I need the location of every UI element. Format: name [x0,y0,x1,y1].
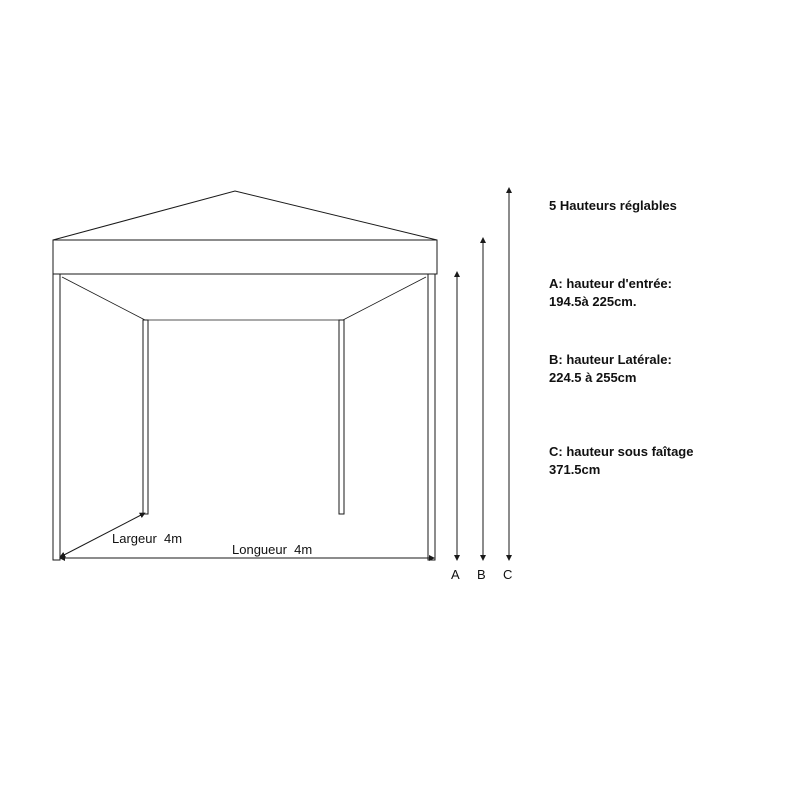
info-height-c [549,443,693,479]
width-label: Largeur 4m [112,531,183,546]
info-a-line2: 194.5à 225cm. [549,294,637,309]
info-b-line2: 224.5 à 255cm [549,370,637,385]
info-height-a [549,275,672,311]
front-left-leg [53,274,60,560]
info-height-b [549,351,672,387]
inner-ceiling-right [343,277,426,320]
inner-ceiling-left [62,277,145,320]
length-label: Longueur 4m [232,542,313,557]
marker-b: B [477,567,486,582]
tent-roof [53,191,437,240]
tent-valance [53,240,437,274]
marker-a: A [451,567,460,582]
info-title-text: 5 Hauteurs réglables [549,198,677,213]
front-right-leg [428,274,435,560]
back-right-leg [339,320,344,514]
marker-c: C [503,567,513,582]
info-a-line1: A: hauteur d'entrée: [549,276,672,291]
info-c-line1: C: hauteur sous faîtage [549,444,694,459]
info-c-line2: 371.5cm [549,462,601,477]
back-left-leg [143,320,148,514]
info-title [549,197,677,215]
info-b-line1: B: hauteur Latérale: [549,352,672,367]
